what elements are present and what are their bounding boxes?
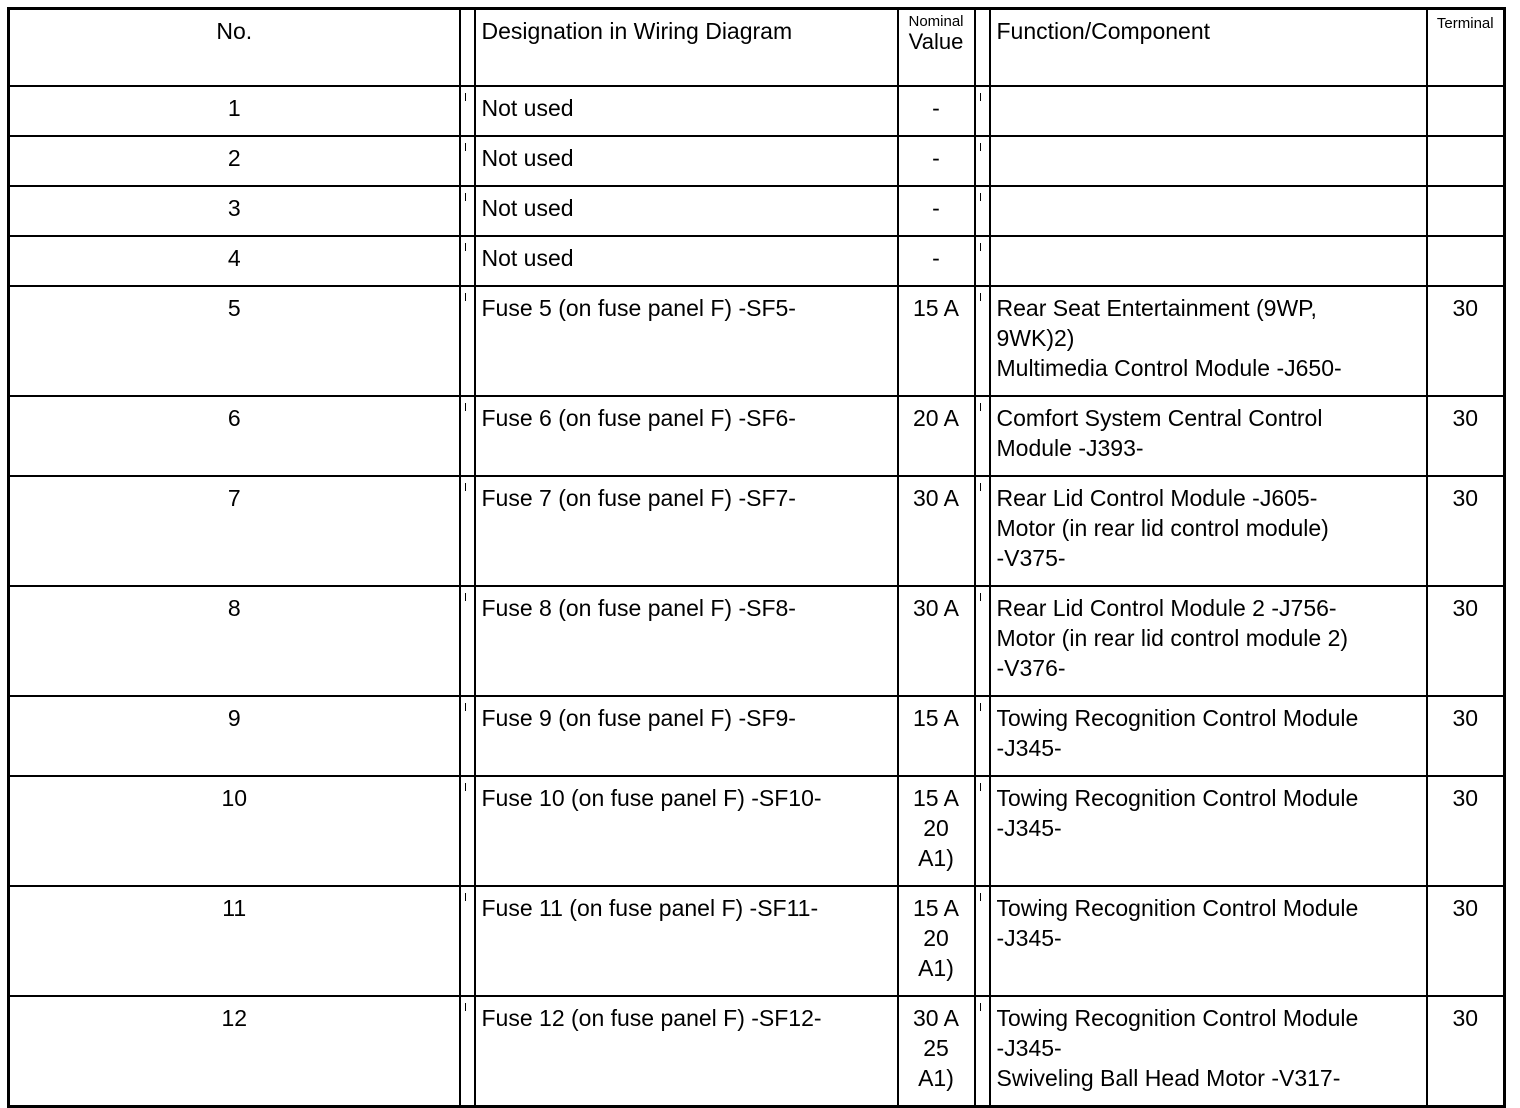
header-spacer [460,9,475,87]
nominal-value-cell: 30 A [898,586,975,696]
terminal-cell: 30 [1427,886,1505,996]
spacer-cell [460,776,475,886]
table-row [9,186,1505,236]
fuse-number-cell: 7 [9,476,460,586]
terminal-cell [1427,236,1505,286]
spacer-cell [975,86,990,136]
nominal-value-cell: 15 A [898,696,975,776]
cell-tick-mark [980,293,981,301]
terminal-cell: 30 [1427,396,1505,476]
designation-cell: Not used [475,86,898,136]
terminal-cell [1427,136,1505,186]
header-spacer [975,9,990,87]
designation-cell: Not used [475,136,898,186]
header-function: Function/Component [990,9,1427,87]
spacer-cell [975,886,990,996]
function-component-cell: Towing Recognition Control Module -J345- [990,776,1427,886]
designation-cell: Not used [475,186,898,236]
spacer-cell [460,586,475,696]
fuse-number-cell: 4 [9,236,460,286]
fuse-number-cell: 5 [9,286,460,396]
table-row [9,586,1505,696]
cell-tick-mark [465,243,466,251]
table-row [9,776,1505,886]
cell-tick-mark [980,93,981,101]
cell-tick-mark [465,293,466,301]
function-component-cell: Comfort System Central Control Module -J393- [990,396,1427,476]
nominal-value-cell: 15 A 20 A1) [898,886,975,996]
function-component-cell: Rear Lid Control Module -J605- Motor (in rear lid control module) -V375- [990,476,1427,586]
cell-tick-mark [980,1003,981,1011]
table-row [9,286,1505,396]
spacer-cell [975,236,990,286]
function-component-cell: Rear Lid Control Module 2 -J756- Motor (in rear lid control module 2) -V376- [990,586,1427,696]
cell-tick-mark [465,783,466,791]
spacer-cell [460,86,475,136]
cell-tick-mark [465,703,466,711]
nominal-value-cell: 20 A [898,396,975,476]
table-row [9,86,1505,136]
header-value-line1: Nominal [908,13,964,30]
spacer-cell [460,996,475,1107]
header-terminal: Terminal [1427,9,1505,87]
spacer-cell [460,696,475,776]
spacer-cell [975,696,990,776]
function-component-cell: Towing Recognition Control Module -J345- [990,886,1427,996]
spacer-cell [975,996,990,1107]
cell-tick-mark [980,593,981,601]
spacer-cell [460,886,475,996]
terminal-cell: 30 [1427,996,1505,1107]
fuse-number-cell: 12 [9,996,460,1107]
fuse-number-cell: 10 [9,776,460,886]
designation-cell: Fuse 10 (on fuse panel F) -SF10- [475,776,898,886]
nominal-value-cell: - [898,186,975,236]
cell-tick-mark [980,243,981,251]
cell-tick-mark [980,143,981,151]
table-row [9,236,1505,286]
spacer-cell [975,286,990,396]
nominal-value-cell: 30 A [898,476,975,586]
spacer-cell [975,186,990,236]
function-component-cell [990,186,1427,236]
terminal-cell [1427,186,1505,236]
fuse-number-cell: 11 [9,886,460,996]
header-designation: Designation in Wiring Diagram [475,9,898,87]
cell-tick-mark [980,893,981,901]
cell-tick-mark [465,483,466,491]
spacer-cell [975,476,990,586]
spacer-cell [975,136,990,186]
nominal-value-cell: 30 A 25 A1) [898,996,975,1107]
nominal-value-cell: - [898,136,975,186]
fuse-number-cell: 1 [9,86,460,136]
spacer-cell [975,396,990,476]
function-component-cell: Towing Recognition Control Module -J345- Swiveling Ball Head Motor -V317- [990,996,1427,1107]
function-component-cell: Towing Recognition Control Module -J345- [990,696,1427,776]
terminal-cell: 30 [1427,476,1505,586]
terminal-cell: 30 [1427,586,1505,696]
header-no: No. [9,9,460,87]
spacer-cell [975,776,990,886]
function-component-cell [990,236,1427,286]
designation-cell: Fuse 6 (on fuse panel F) -SF6- [475,396,898,476]
spacer-cell [460,186,475,236]
fuse-number-cell: 8 [9,586,460,696]
designation-cell: Fuse 12 (on fuse panel F) -SF12- [475,996,898,1107]
cell-tick-mark [980,483,981,491]
spacer-cell [460,236,475,286]
cell-tick-mark [980,783,981,791]
terminal-cell [1427,86,1505,136]
cell-tick-mark [465,143,466,151]
cell-tick-mark [465,893,466,901]
fuse-number-cell: 9 [9,696,460,776]
cell-tick-mark [465,593,466,601]
fuse-number-cell: 3 [9,186,460,236]
spacer-cell [460,476,475,586]
cell-tick-mark [980,703,981,711]
designation-cell: Fuse 7 (on fuse panel F) -SF7- [475,476,898,586]
terminal-cell: 30 [1427,776,1505,886]
nominal-value-cell: 15 A [898,286,975,396]
cell-tick-mark [465,93,466,101]
designation-cell: Fuse 9 (on fuse panel F) -SF9- [475,696,898,776]
table-row [9,136,1505,186]
nominal-value-cell: - [898,236,975,286]
spacer-cell [460,396,475,476]
nominal-value-cell: 15 A 20 A1) [898,776,975,886]
cell-tick-mark [465,1003,466,1011]
header-value-line2: Value [908,29,964,54]
table-row [9,476,1505,586]
function-component-cell [990,86,1427,136]
cell-tick-mark [465,403,466,411]
fuse-assignment-table [7,7,1506,1108]
table-row [9,396,1505,476]
designation-cell: Not used [475,236,898,286]
designation-cell: Fuse 5 (on fuse panel F) -SF5- [475,286,898,396]
function-component-cell [990,136,1427,186]
terminal-cell: 30 [1427,286,1505,396]
designation-cell: Fuse 11 (on fuse panel F) -SF11- [475,886,898,996]
spacer-cell [975,586,990,696]
fuse-number-cell: 6 [9,396,460,476]
cell-tick-mark [980,193,981,201]
cell-tick-mark [980,403,981,411]
spacer-cell [460,286,475,396]
spacer-cell [460,136,475,186]
function-component-cell: Rear Seat Entertainment (9WP, 9WK)2) Multimedia Control Module -J650- [990,286,1427,396]
nominal-value-cell: - [898,86,975,136]
cell-tick-mark [465,193,466,201]
terminal-cell: 30 [1427,696,1505,776]
header-nominal-value [898,9,975,87]
fuse-number-cell: 2 [9,136,460,186]
designation-cell: Fuse 8 (on fuse panel F) -SF8- [475,586,898,696]
table-row [9,696,1505,776]
table-row [9,996,1505,1107]
table-header-row [9,9,1505,87]
table-row [9,886,1505,996]
